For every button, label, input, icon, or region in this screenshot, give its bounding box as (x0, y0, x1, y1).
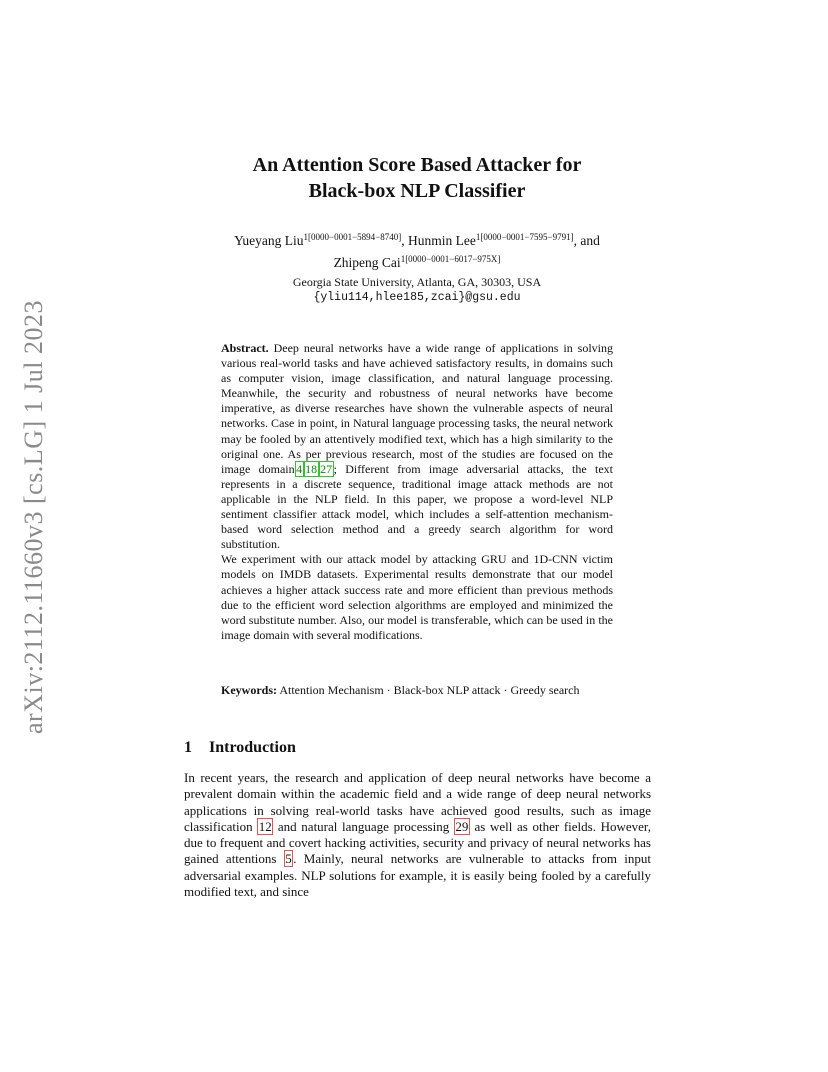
intro-text: In recent years, the research and application of deep neural networks have become a prevalent domain within the academic field and a wide range of deep neural networks applications in solving real-world tasks have achieved good results, such as image classification (184, 770, 651, 834)
author-name: Zhipeng Cai (333, 255, 401, 270)
abstract-text: ; Different from image adversarial attacks, the text represents in a discrete sequence, traditional image attack methods are not applicable in the NLP field. In this paper, we propose a word-level NLP sentiment classifier attack model, which includes a self-attention mechanism-based word selection method and a greedy search algorithm for word substitution. (221, 461, 613, 552)
citation-link[interactable]: 29 (455, 818, 469, 834)
paper-title (150, 152, 684, 204)
abstract-paragraph-2: We experiment with our attack model by attacking GRU and 1D-CNN victim models on IMDB datasets. Experimental results demonstrate that our model achieves a higher attack success rate and more efficient than previous methods due to the efficient word selection algorithms are employed and minimized the word substitute number. Also, our model is transferable, which can be used in the image domain with several modifications. (221, 552, 613, 642)
intro-text: and natural language processing (273, 818, 454, 834)
author-separator: , (401, 233, 408, 248)
intro-text: as well as other fields. However, due to frequent and covert hacking activities, security and privacy of neural networks has gained attentions (184, 818, 651, 867)
author-line-1 (150, 228, 684, 250)
paper-title-line-1: An Attention Score Based Attacker for (252, 154, 582, 176)
citation-link[interactable]: 18 (305, 461, 318, 476)
author-name: Yueyang Liu (234, 233, 304, 248)
introduction-body (184, 770, 651, 900)
author-line-2 (150, 250, 684, 272)
author-list (150, 228, 684, 272)
intro-text: . Mainly, neural networks are vulnerable to attacks from input adversarial examples. NLP solutions for example, it is easily being fooled by a carefully modified text, and since (184, 851, 651, 900)
affiliation (150, 274, 684, 306)
abstract-text: Deep neural networks have a wide range of applications in solving various real-world tasks and have achieved satisfactory results, in domains such as computer vision, image classification, and natural language processing. Meanwhile, the security and robustness of neural networks have become imperative, as diverse researches have shown the vulnerable aspects of neural networks. Case in point, in Natural language processing tasks, the neural network may be fooled by an attentively modified text, which has a high similarity to the original one. As per previous research, most of the studies are focused on the image domain (221, 341, 613, 476)
author-orcid[interactable]: 1[0000−0001−5894−8740] (303, 232, 402, 242)
keywords-text: Attention Mechanism · Black-box NLP attack · Greedy search (277, 683, 580, 697)
abstract (221, 341, 613, 643)
citation-link[interactable]: 12 (258, 818, 272, 834)
keywords-label: Keywords: (221, 683, 277, 697)
section-title: Introduction (209, 739, 296, 756)
affiliation-institution: Georgia State University, Atlanta, GA, 30303, USA (292, 275, 542, 289)
abstract-label: Abstract. (221, 341, 269, 355)
citation-link[interactable]: 5 (285, 851, 292, 867)
keywords (221, 683, 613, 698)
section-number: 1 (184, 739, 192, 756)
affiliation-email[interactable]: {yliu114,hlee185,zcai}@gsu.edu (313, 291, 521, 304)
introduction-paragraph (184, 770, 651, 900)
author-orcid[interactable]: 1[0000−0001−7595−9791] (475, 232, 574, 242)
author-separator: , and (573, 233, 600, 248)
paper-title-line-2: Black-box NLP Classifier (308, 180, 526, 202)
arxiv-identifier-stamp: arXiv:2112.11660v3 [cs.LG] 1 Jul 2023 (19, 300, 48, 734)
citation-link[interactable]: 27 (320, 461, 333, 476)
abstract-paragraph-1 (221, 341, 613, 552)
author-name: Hunmin Lee (408, 233, 476, 248)
author-orcid[interactable]: 1[0000−0001−6017−975X] (400, 254, 501, 264)
citation-link[interactable]: 4 (296, 461, 303, 476)
section-heading-introduction (184, 738, 296, 758)
